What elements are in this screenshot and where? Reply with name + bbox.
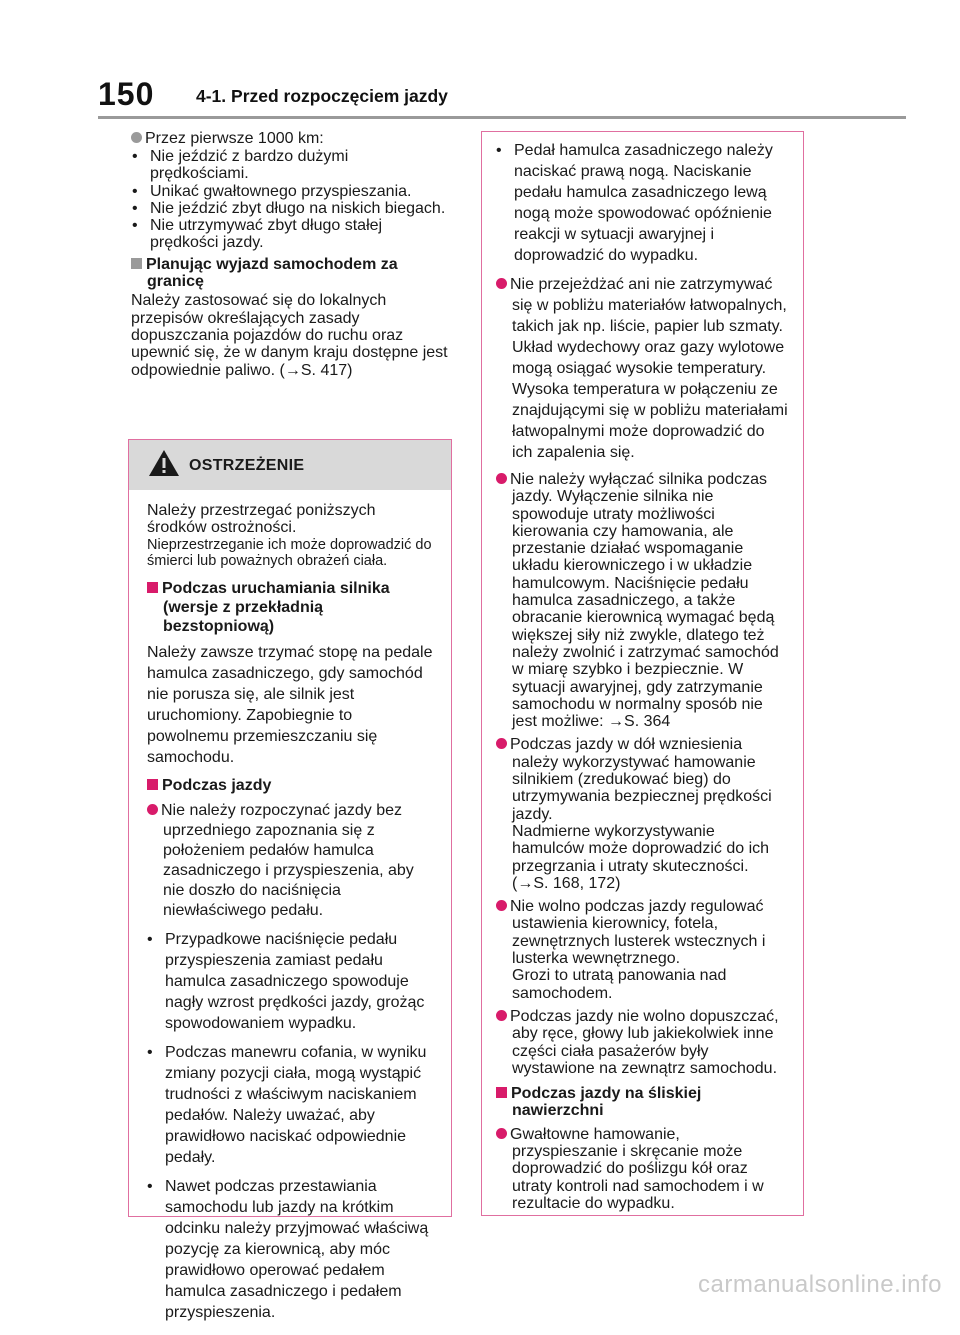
warning-body [129, 490, 451, 1335]
page-number: 150 [98, 76, 155, 112]
flammable-item: Nie przejeżdżać ani nie zatrzymywać się w pobliżu materiałów łatwopalnych, takich jak np. liście, papier lub szmaty. [510, 276, 787, 335]
grey-dot-icon [131, 132, 142, 143]
engine-off-item: Nie należy wyłączać silnika podczas jazdy. Wyłączenie silnika nie spowoduje utraty możliwości kierowania czy hamowania, ale przestanie działać wspomaganie układu kierowniczego i w układzie hamulcowym. Naciśnięcie pedału hamulca zasadniczego, a także obracanie kierownicą wymagać będą większej siły niż zwykle, dlatego też należy zwolnić i zatrzymać samochód w miarę szybko i bezpiecznie. W sytuacji awaryjnej, gdy zatrzymanie samochodu w normalny sposób nie jest możliwe: →S. 364 [510, 471, 779, 731]
body-item-row [496, 1008, 789, 1077]
driving-bullet: • Podczas manewru cofania, w wyniku zmiany pozycji ciała, mogą wystąpić trudności z właściwym naciskaniem pedałów. Należy uważać, aby prawidłowo naciskać odpowiednie pedały. [147, 1042, 433, 1168]
warning-triangle-icon [148, 449, 180, 477]
engine-off-item-row [496, 471, 789, 730]
downhill-item-row [496, 736, 789, 822]
driving-bullet: • Nawet podczas przestawiania samochodu lub jazdy na krótkim odcinku należy przyjmować właściwą pozycję za kierownicą, aby móc prawidłowo operować pedałem hamulca zasadniczego i pedałem przyspieszenia. [147, 1176, 433, 1323]
section-title: 4-1. Przed rozpoczęciem jazdy [196, 86, 448, 106]
downhill-item: Podczas jazdy w dół wzniesienia należy wykorzystywać hamowanie silnikiem (zredukować bieg) do utrzymywania bezpiecznej prędkości jazdy. [510, 736, 772, 823]
grey-square-icon [131, 258, 142, 269]
pink-dot-icon [147, 804, 158, 815]
driving-bullet: • Przypadkowe naciśnięcie pedału przyspieszenia zamiast pedału hamulca zasadniczego spowoduje nagły wzrost prędkości jazdy, grożąc spowodowaniem wypadku. [147, 929, 433, 1034]
first-km-title: Przez pierwsze 1000 km: [145, 130, 324, 147]
right-box-body [482, 132, 803, 1222]
slippery-heading-row [496, 1085, 789, 1120]
header-rule [98, 116, 906, 119]
pink-square-icon [147, 779, 158, 790]
slippery-item-row [496, 1126, 789, 1212]
slippery-heading: Podczas jazdy na śliskiej nawierzchni [511, 1085, 702, 1120]
first-km-item: • Nie utrzymywać zbyt długo stałej prędkości jazdy. [132, 217, 451, 252]
start-heading-row [147, 579, 433, 636]
page-header [0, 0, 960, 118]
adjust-item-row [496, 898, 789, 967]
driving-heading: Podczas jazdy [162, 776, 272, 794]
pink-dot-icon [496, 1128, 507, 1139]
warning-box [128, 439, 452, 1321]
adjust-note: Grozi to utratą panowania nad samochodem. [512, 967, 727, 1002]
first-km-title-row [131, 130, 451, 148]
warning-intro: Należy przestrzegać poniższych środków ostrożności. [147, 502, 376, 537]
warning-box-continued [481, 131, 804, 1216]
abroad-heading-row [131, 256, 451, 291]
driving-item-row [147, 801, 433, 921]
pink-square-icon [496, 1087, 507, 1098]
pink-dot-icon [496, 900, 507, 911]
driving-item: Nie należy rozpoczynać jazdy bez uprzedniego zapoznania się z położeniem pedałów hamulca zasadniczego i przyspieszenia, aby nie doszło do naciśnięcia niewłaściwego pedału. [161, 801, 414, 919]
first-km-item: • Nie jeździć z bardzo dużymi prędkościami. [132, 148, 451, 183]
warning-title: OSTRZEŻENIE [189, 457, 305, 474]
start-text: Należy zawsze trzymać stopę na pedale hamulca zasadniczego, gdy samochód nie porusza się, ale silnik jest uruchomiony. Zapobiegnie to powolnemu przemieszczaniu się samochodu. [147, 643, 433, 766]
flammable-note: Układ wydechowy oraz gazy wylotowe mogą osiągać wysokie temperatury. Wysoka temperatura w połączeniu ze znajdującymi się w pobliżu materiałami łatwopalnymi może doprowadzić do ich zapalenia się. [512, 339, 788, 461]
pink-dot-icon [496, 473, 507, 484]
pink-dot-icon [496, 738, 507, 749]
adjust-item: Nie wolno podczas jazdy regulować ustawienia kierownicy, fotela, zewnętrznych lusterek wstecznych i lusterka wewnętrznego. [510, 898, 766, 968]
pink-dot-icon [496, 278, 507, 289]
first-km-item: • Unikać gwałtownego przyspieszania. [132, 183, 451, 200]
warning-header [129, 440, 451, 490]
start-heading: Podczas uruchamiania silnika (wersje z przekładnią bezstopniową) [162, 579, 390, 635]
pink-square-icon [147, 582, 158, 593]
abroad-text: Należy zastosować się do lokalnych przepisów określających zasady dopuszczania pojazdów do ruchu oraz upewnić się, że w danym kraju dostępne jest odpowiednie paliwo. (→S. 417) [131, 292, 448, 379]
left-column-text [131, 130, 451, 379]
watermark: carmanualsonline.info [698, 1271, 942, 1298]
driving-heading-row [147, 776, 433, 795]
pink-dot-icon [496, 1010, 507, 1021]
slippery-item: Gwałtowne hamowanie, przyspieszanie i skręcanie może doprowadzić do poślizgu kół oraz utraty kontroli nad samochodem i w rezultacie do wypadku. [510, 1125, 764, 1212]
brake-bullet: • Pedał hamulca zasadniczego należy naciskać prawą nogą. Naciskanie pedału hamulca zasadniczego lewą nogą może spowodować opóźnienie reakcji w sytuacji awaryjnej i doprowadzić do wypadku. [496, 140, 789, 266]
first-km-item: • Nie jeździć zbyt długo na niskich biegach. [132, 200, 451, 217]
abroad-heading: Planując wyjazd samochodem za granicę [146, 255, 398, 291]
body-item: Podczas jazdy nie wolno dopuszczać, aby ręce, głowy lub jakiekolwiek inne części ciała pasażerów były wystawione na zewnątrz samochodu. [510, 1007, 779, 1077]
warning-intro-2: Nieprzestrzeganie ich może doprowadzić do śmierci lub poważnych obrażeń ciała. [147, 536, 432, 569]
downhill-note: Nadmierne wykorzystywanie hamulców może doprowadzić do ich przegrzania i utraty skuteczności. (→S. 168, 172) [512, 822, 770, 892]
flammable-item-row [496, 274, 789, 337]
